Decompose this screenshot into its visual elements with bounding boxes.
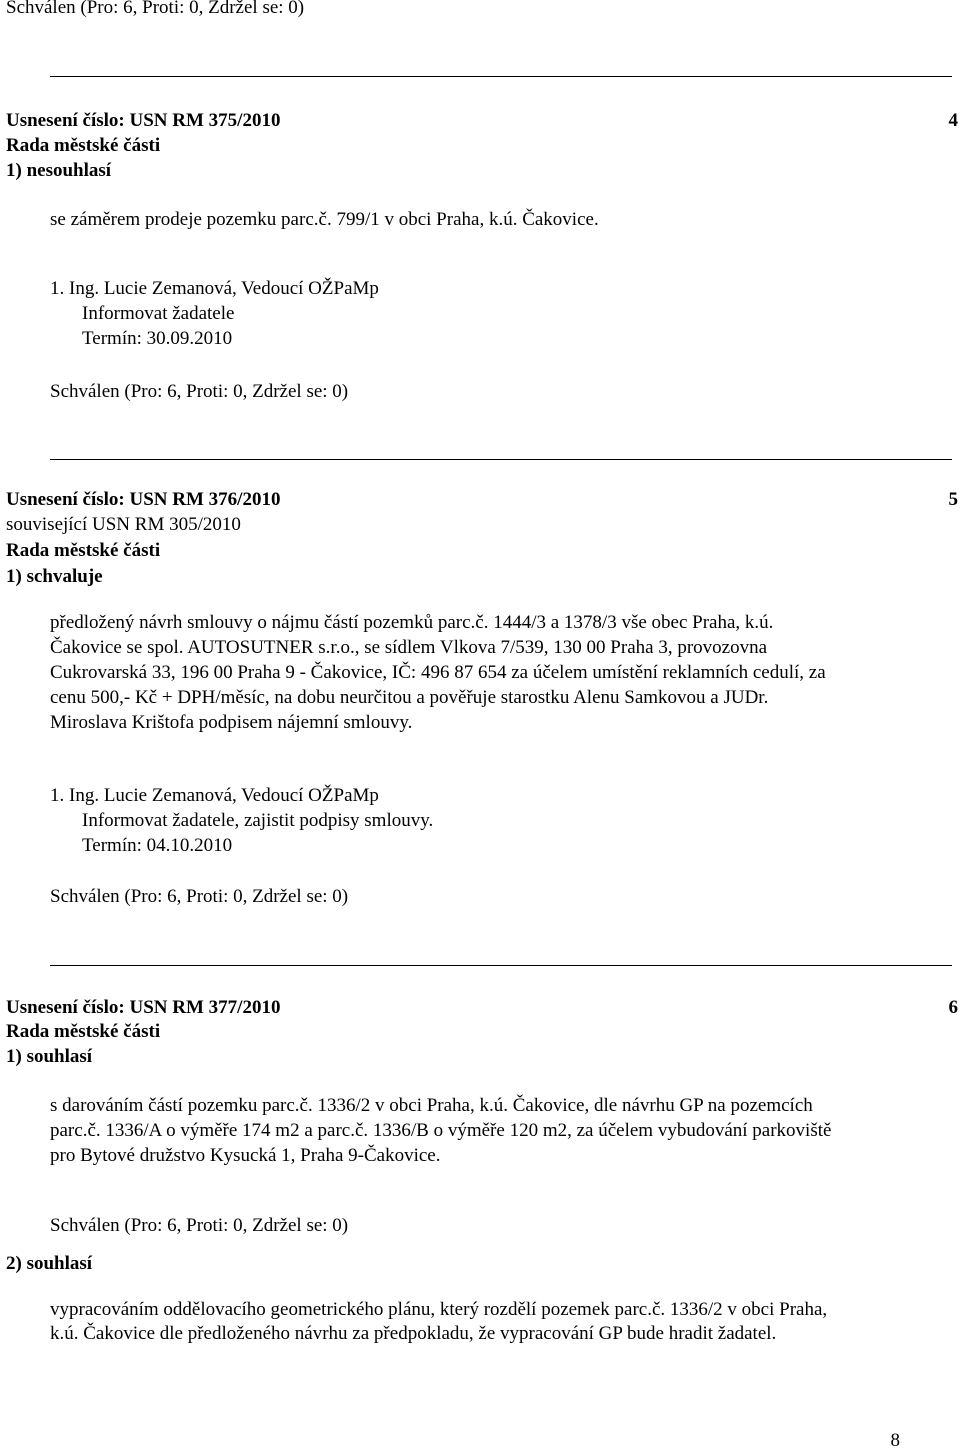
decision-text-line: pro Bytové družstvo Kysucká 1, Praha 9-Čakovice. xyxy=(50,1145,441,1166)
resolution-number: 6 xyxy=(948,997,958,1018)
resolution-title: Usnesení číslo: USN RM 377/2010 xyxy=(6,997,281,1018)
decision-text-line: k.ú. Čakovice dle předloženého návrhu za předpokladu, že vypracování GP bude hradit žadatel. xyxy=(50,1323,777,1344)
section-divider xyxy=(50,76,952,77)
section-divider xyxy=(50,459,952,460)
resolution-title: Usnesení číslo: USN RM 375/2010 xyxy=(6,110,281,131)
decision-label: 1) schvaluje xyxy=(6,566,103,587)
decision-text-line: vypracováním oddělovacího geometrického plánu, který rozdělí pozemek parc.č. 1336/2 v obci Praha, xyxy=(50,1299,828,1320)
related-resolution: související USN RM 305/2010 xyxy=(6,514,241,535)
decision-label: 1) souhlasí xyxy=(6,1046,93,1067)
task-person: 1. Ing. Lucie Zemanová, Vedoucí OŽPaMp xyxy=(50,278,379,299)
approval-line: Schválen (Pro: 6, Proti: 0, Zdržel se: 0) xyxy=(50,1215,349,1236)
decision-text: se záměrem prodeje pozemku parc.č. 799/1 v obci Praha, k.ú. Čakovice. xyxy=(50,209,599,230)
approval-line: Schválen (Pro: 6, Proti: 0, Zdržel se: 0) xyxy=(6,0,305,18)
section-divider xyxy=(50,965,952,966)
decision-text-line: cenu 500,- Kč + DPH/měsíc, na dobu neurčitou a pověřuje starostku Alenu Samkovou a JUDr. xyxy=(50,687,769,708)
task-action: Informovat žadatele xyxy=(82,303,235,324)
decision-label: 1) nesouhlasí xyxy=(6,160,112,181)
decision-text-line: Čakovice se spol. AUTOSUTNER s.r.o., se sídlem Vlkova 7/539, 130 00 Praha 3, provozovna xyxy=(50,637,768,658)
decision-text-line: Cukrovarská 33, 196 00 Praha 9 - Čakovice, IČ: 496 87 654 za účelem umístění reklamních cedulí, za xyxy=(50,662,826,683)
task-person: 1. Ing. Lucie Zemanová, Vedoucí OŽPaMp xyxy=(50,785,379,806)
approval-line: Schválen (Pro: 6, Proti: 0, Zdržel se: 0) xyxy=(50,381,349,402)
issuing-body: Rada městské části xyxy=(6,1021,161,1042)
decision-text-line: s darováním částí pozemku parc.č. 1336/2 v obci Praha, k.ú. Čakovice, dle návrhu GP na pozemcích xyxy=(50,1095,813,1116)
resolution-title: Usnesení číslo: USN RM 376/2010 xyxy=(6,489,281,510)
decision-text-line: parc.č. 1336/A o výměře 174 m2 a parc.č. 1336/B o výměře 120 m2, za účelem vybudování parkoviště xyxy=(50,1120,832,1141)
approval-line: Schválen (Pro: 6, Proti: 0, Zdržel se: 0) xyxy=(50,886,349,907)
issuing-body: Rada městské části xyxy=(6,135,161,156)
resolution-number: 5 xyxy=(948,489,958,510)
task-deadline: Termín: 04.10.2010 xyxy=(82,835,233,856)
task-action: Informovat žadatele, zajistit podpisy smlouvy. xyxy=(82,810,434,831)
resolution-number: 4 xyxy=(948,110,958,131)
decision-label: 2) souhlasí xyxy=(6,1253,93,1274)
page-number: 8 xyxy=(890,1430,900,1451)
issuing-body: Rada městské části xyxy=(6,540,161,561)
task-deadline: Termín: 30.09.2010 xyxy=(82,328,233,349)
decision-text-line: Miroslava Krištofa podpisem nájemní smlouvy. xyxy=(50,712,413,733)
decision-text-line: předložený návrh smlouvy o nájmu částí pozemků parc.č. 1444/3 a 1378/3 vše obec Praha, k.ú. xyxy=(50,612,774,633)
